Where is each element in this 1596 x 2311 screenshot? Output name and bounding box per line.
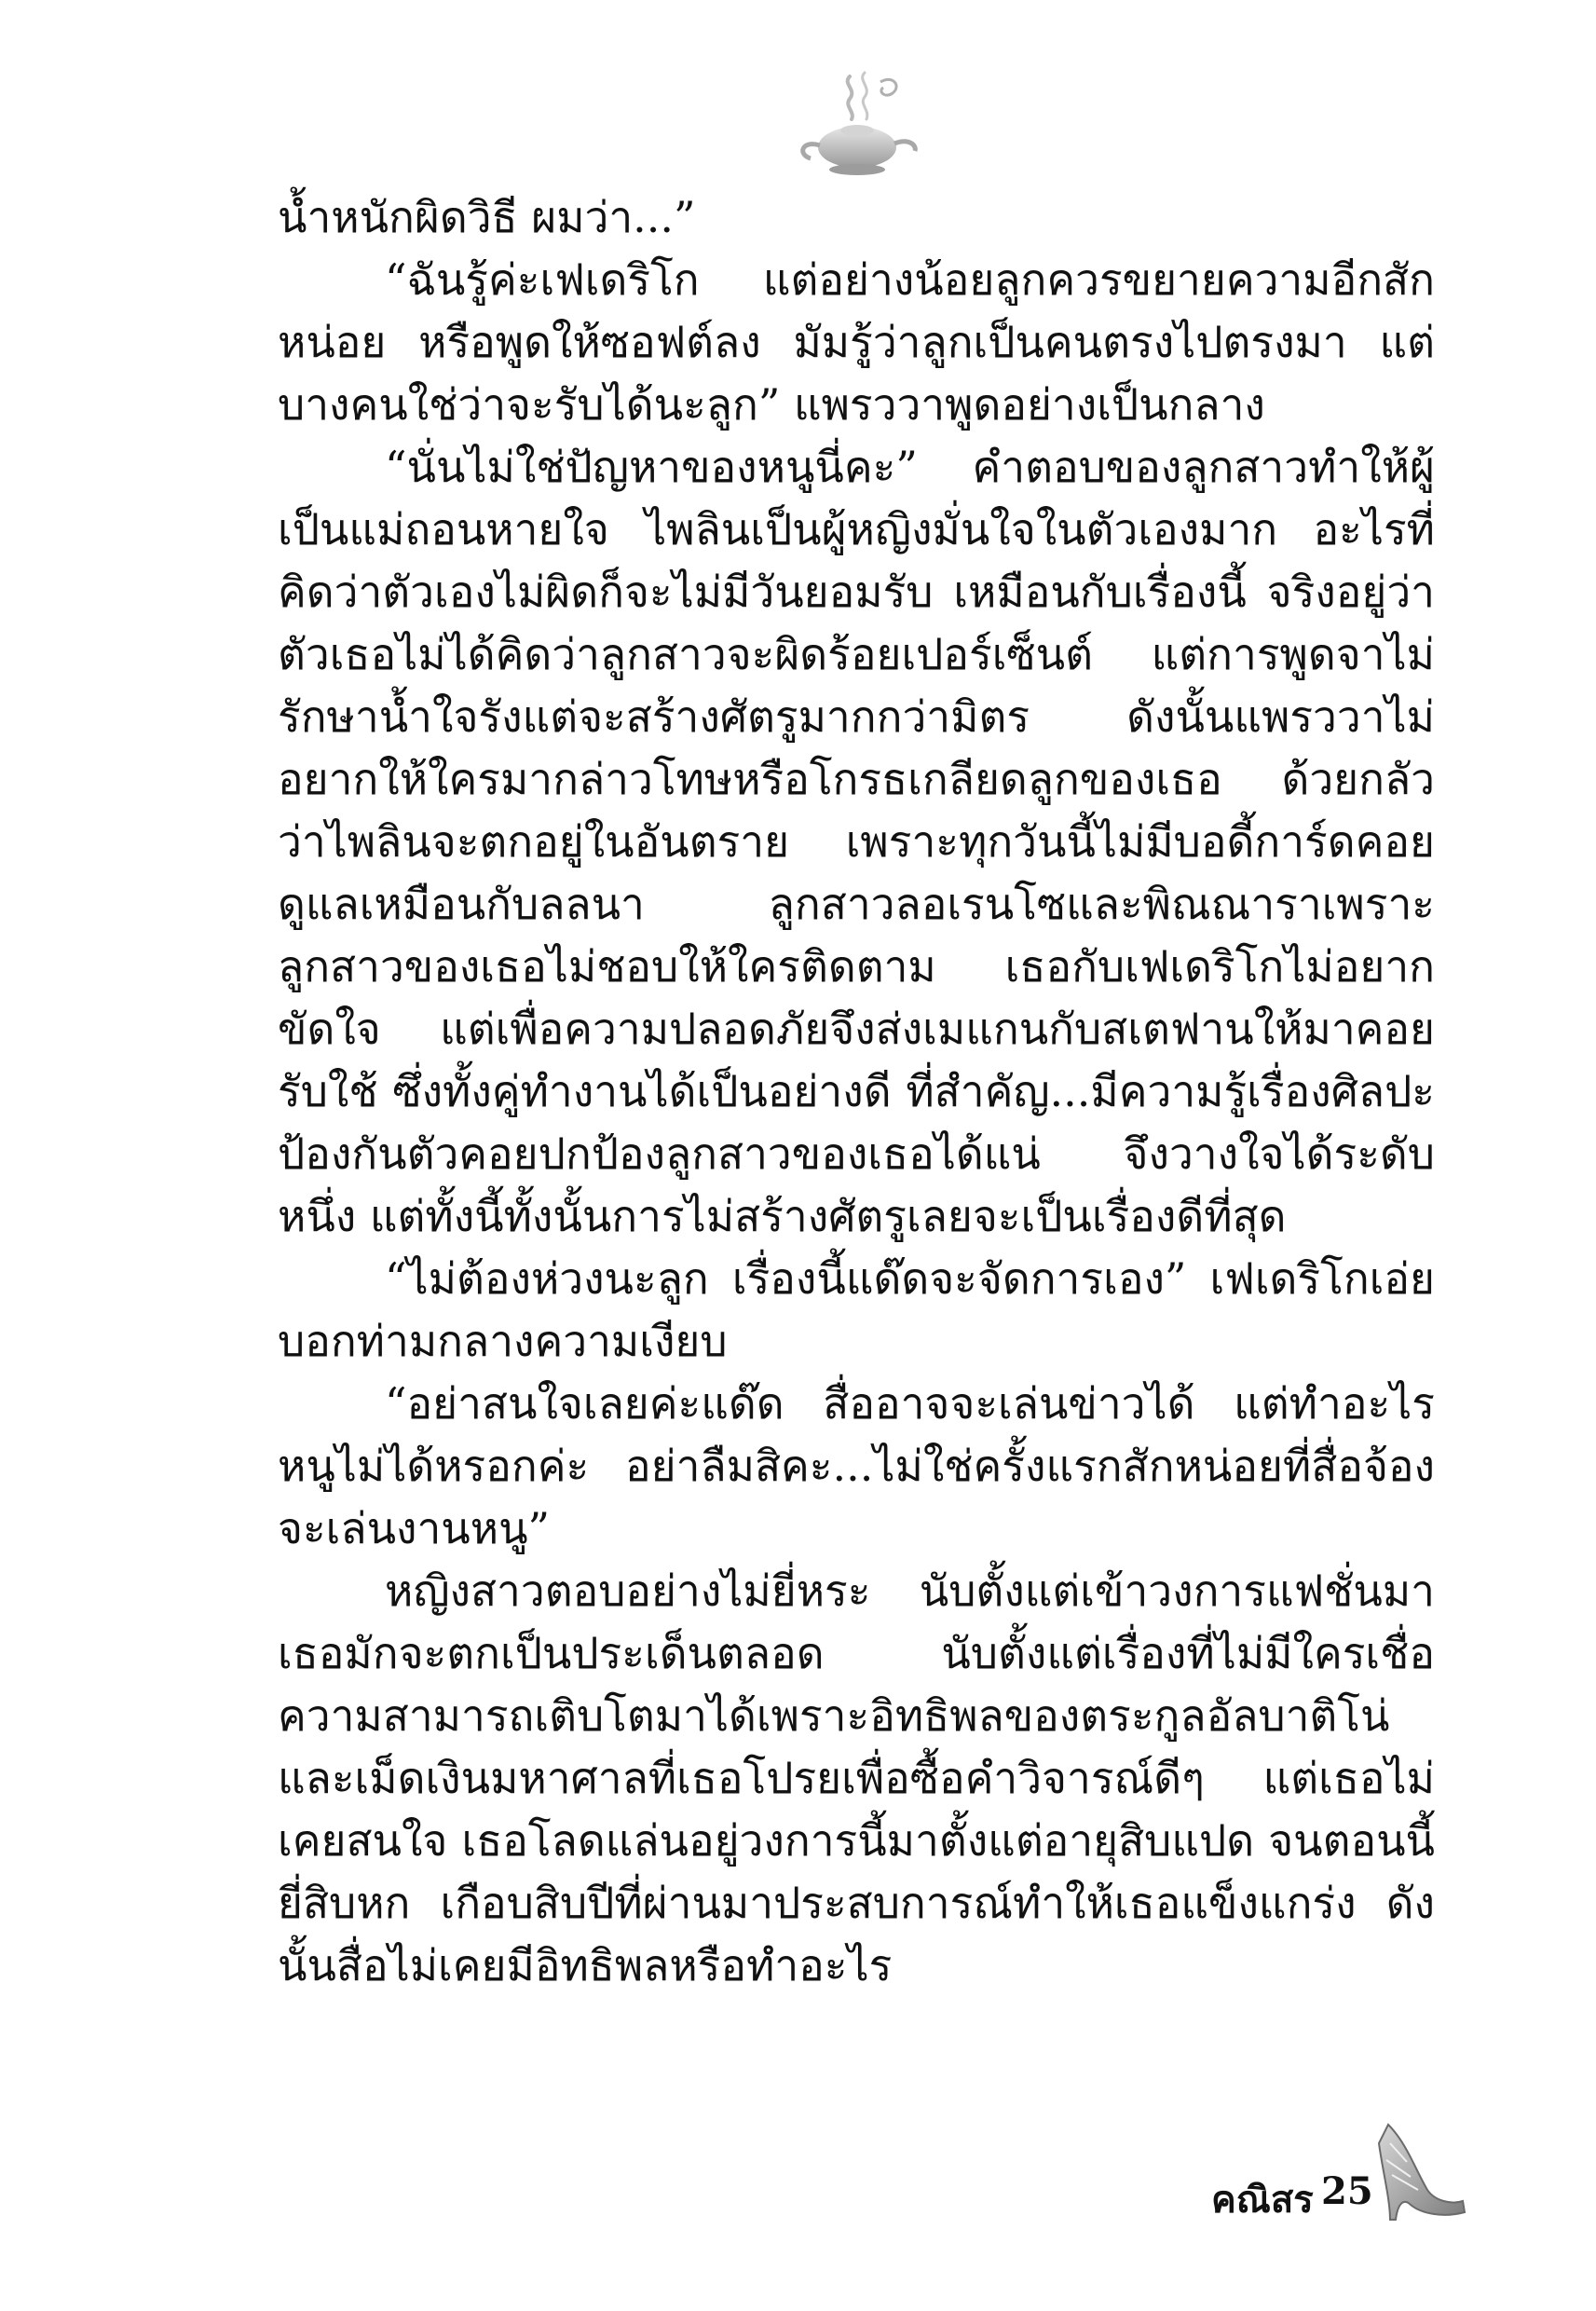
teapot-ornament-icon — [792, 65, 922, 186]
paragraph-4: “ไม่ต้องห่วงนะลูก เรื่องนี้แด๊ดจะจัดการเอง” เฟเดริโกเอ่ยบอกท่ามกลางความเงียบ — [278, 1253, 1435, 1366]
author-name: คณิสร — [1211, 2178, 1314, 2222]
page-footer — [1211, 2115, 1491, 2246]
paragraph-5: “อย่าสนใจเลยค่ะแด๊ด สื่ออาจจะเล่นข่าวได้ แต่ทำอะไรหนูไม่ได้หรอกค่ะ อย่าลืมสิคะ...ไม่ใช่ครั้งแรกสักหน่อยที่สื่อจ้องจะเล่นงานหนู” — [278, 1378, 1435, 1553]
high-heel-shoe-icon — [1370, 2115, 1472, 2227]
paragraph-2: “ฉันรู้ค่ะเฟเดริโก แต่อย่างน้อยลูกควรขยายความอีกสักหน่อย หรือพูดให้ซอฟต์ลง มัมรู้ว่าลูกเป็นคนตรงไปตรงมา แต่บางคนใช่ว่าจะรับได้นะลูก” แพรววาพูดอย่างเป็นกลาง — [278, 254, 1435, 430]
paragraph-6: หญิงสาวตอบอย่างไม่ยี่หระ นับตั้งแต่เข้าวงการแฟชั่นมา เธอมักจะตกเป็นประเด็นตลอด นับตั้งแต่เรื่องที่ไม่มีใครเชื่อความสามารถเติบโตมาได้เพราะอิทธิพลของตระกูลอัลบาติโน่ และเม็ดเงินมหาศาลที่เธอโปรยเพื่อซื้อคำวิจารณ์ดีๆ แต่เธอไม่เคยสนใจ เธอโลดแล่นอยู่วงการนี้มาตั้งแต่อายุสิบแปด จนตอนนี้ยี่สิบหก เกือบสิบปีที่ผ่านมาประสบการณ์ทำให้เธอแข็งแกร่ง ดังนั้นสื่อไม่เคยมีอิทธิพลหรือทำอะไร — [278, 1566, 1435, 1990]
body-text — [278, 186, 1435, 1997]
paragraph-1: น้ำหนักผิดวิธี ผมว่า...” — [278, 192, 696, 242]
paragraph-3: “นั่นไม่ใช่ปัญหาของหนูนี่คะ” คำตอบของลูกสาวทำให้ผู้เป็นแม่ถอนหายใจ ไพลินเป็นผู้หญิงมั่นใจในตัวเองมาก อะไรที่คิดว่าตัวเองไม่ผิดก็จะไม่มีวันยอมรับ เหมือนกับเรื่องนี้ จริงอยู่ว่าตัวเธอไม่ได้คิดว่าลูกสาวจะผิดร้อยเปอร์เซ็นต์ แต่การพูดจาไม่รักษาน้ำใจรังแต่จะสร้างศัตรูมากกว่ามิตร ดังนั้นแพรววาไม่อยากให้ใครมากล่าวโทษหรือโกรธเกลียดลูกของเธอ ด้วยกลัวว่าไพลินจะตกอยู่ในอันตราย เพราะทุกวันนี้ไม่มีบอดี้การ์ดคอยดูแลเหมือนกับลลนา ลูกสาวลอเรนโซและพิณณาราเพราะลูกสาวของเธอไม่ชอบให้ใครติดตาม เธอกับเฟเดริโกไม่อยากขัดใจ แต่เพื่อความปลอดภัยจึงส่งเมแกนกับสเตฟานให้มาคอยรับใช้ ซึ่งทั้งคู่ทำงานได้เป็นอย่างดี ที่สำคัญ...มีความรู้เรื่องศิลปะป้องกันตัวคอยปกป้องลูกสาวของเธอได้แน่ จึงวางใจได้ระดับหนึ่ง แต่ทั้งนี้ทั้งนั้นการไม่สร้างศัตรูเลยจะเป็นเรื่องดีที่สุด — [278, 442, 1435, 1241]
page-number: 25 — [1321, 2169, 1373, 2213]
